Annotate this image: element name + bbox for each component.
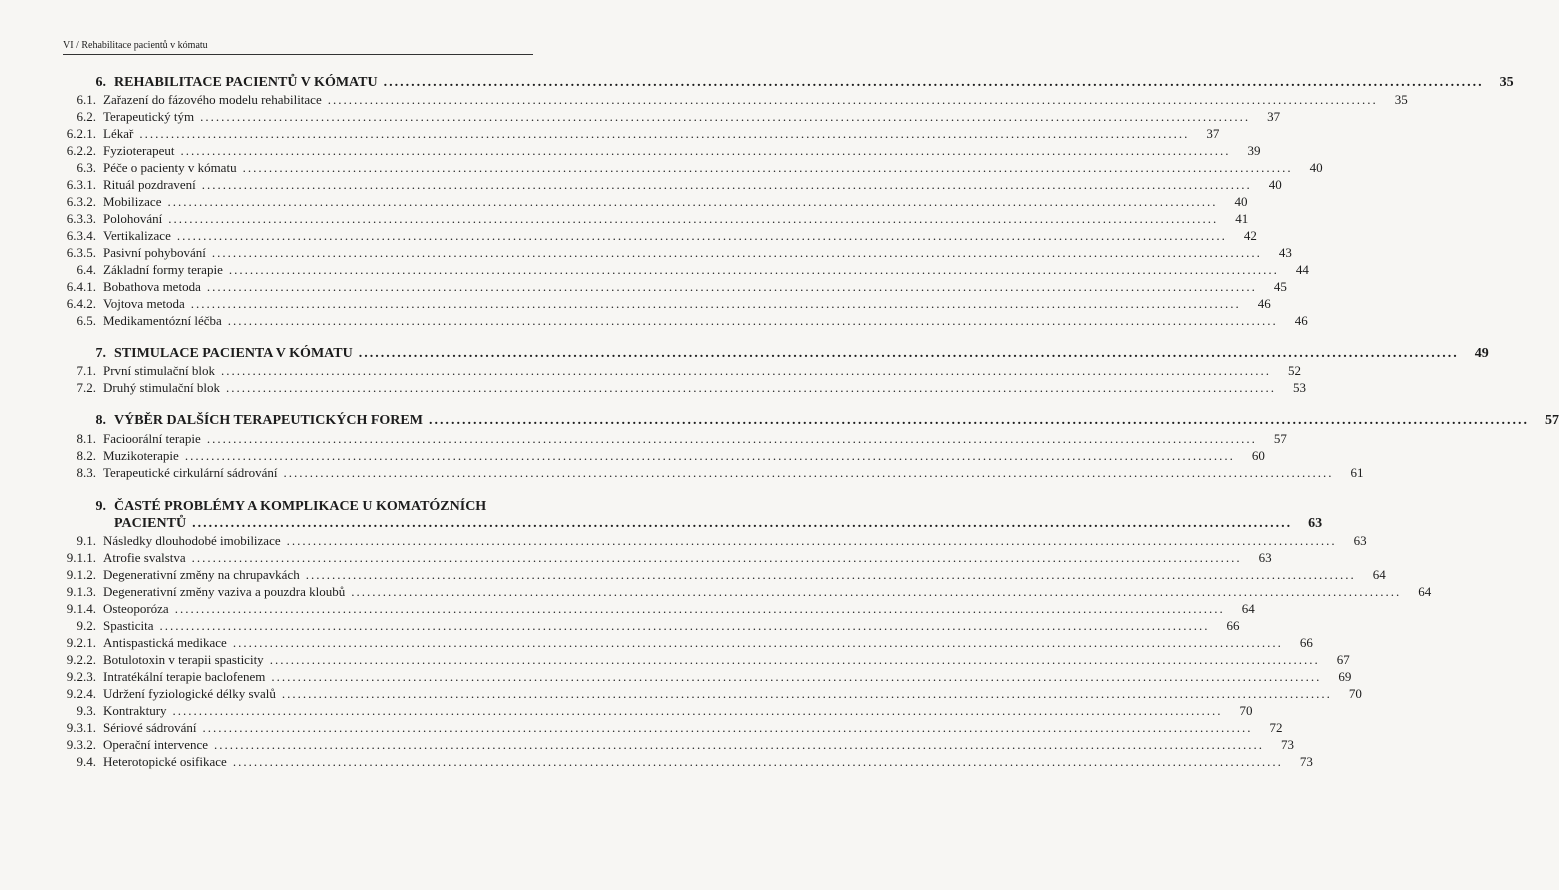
toc-title: Osteoporóza [103, 601, 169, 616]
toc-number: 6.4.1. [66, 279, 96, 294]
toc-row [0, 159, 1323, 176]
toc-page-number: 37 [1267, 109, 1281, 124]
toc-row [0, 736, 1295, 753]
toc-page-number: 67 [1336, 652, 1350, 667]
toc-page-number: 45 [1273, 279, 1287, 294]
toc-page-number: 46 [1257, 296, 1271, 311]
toc-number: 6.3.5. [66, 245, 96, 260]
toc-number: 6.3.3. [66, 211, 96, 226]
toc-title: Terapeutický tým [103, 109, 195, 124]
toc-chapter-row [0, 498, 600, 515]
toc-number: 8.1. [76, 431, 96, 446]
toc-row [0, 430, 1287, 447]
toc-title: Vertikalizace [103, 228, 171, 243]
toc-row [0, 549, 1272, 566]
toc-title: VÝBĚR DALŠÍCH TERAPEUTICKÝCH FOREM [114, 413, 423, 428]
toc-title: Sériové sádrování [103, 720, 197, 735]
toc-page-number: 63 [1258, 550, 1272, 565]
toc-leader-dots: ........................................................................................................................................................................................................ [271, 669, 1322, 684]
toc-row [0, 566, 1386, 583]
toc-leader-dots: ........................................................................................................................................................................................................ [202, 720, 1253, 735]
toc-page-number: 57 [1273, 431, 1287, 446]
toc-number: 6.1. [76, 92, 96, 107]
toc-number: 9.2.3. [66, 669, 96, 684]
toc-title: Facioorální terapie [103, 431, 201, 446]
toc-page-number: 40 [1234, 194, 1248, 209]
toc-row [0, 753, 1313, 770]
toc-row [0, 447, 1265, 464]
toc-page-number: 60 [1251, 448, 1265, 463]
toc-chapter-row [0, 345, 1489, 362]
toc-title: Muzikoterapie [103, 448, 179, 463]
toc-row [0, 583, 1432, 600]
toc-leader-dots: ........................................................................................................................................................................................................ [192, 516, 1293, 531]
toc-number: 9.2.4. [66, 686, 96, 701]
toc-row [0, 244, 1292, 261]
toc-row [0, 362, 1301, 379]
toc-number: 9.2.2. [66, 652, 96, 667]
toc-number: 6. [95, 75, 106, 90]
toc-page-number: 35 [1394, 92, 1408, 107]
toc-leader-dots: ........................................................................................................................................................................................................ [168, 211, 1219, 226]
toc-number: 7.2. [76, 380, 96, 395]
toc-row [0, 532, 1367, 549]
toc-leader-dots: ........................................................................................................................................................................................................ [139, 126, 1190, 141]
toc-leader-dots: ........................................................................................................................................................................................................ [232, 635, 1283, 650]
toc-page-number: 39 [1247, 143, 1261, 158]
toc-number: 9.1. [76, 533, 96, 548]
toc-number: 9.1.4. [66, 601, 96, 616]
toc-number: 6.3.1. [66, 177, 96, 192]
toc-title: Pasivní pohybování [103, 245, 206, 260]
toc-page-number: 73 [1299, 754, 1313, 769]
toc-chapter-row [0, 74, 1514, 91]
toc-leader-dots: ........................................................................................................................................................................................................ [358, 346, 1459, 361]
toc-number: 6.2.2. [66, 143, 96, 158]
toc-title: Operační intervence [103, 737, 209, 752]
toc-title: PACIENTŮ [114, 516, 187, 531]
toc-leader-dots: ........................................................................................................................................................................................................ [191, 550, 1242, 565]
toc-leader-dots: ........................................................................................................................................................................................................ [214, 737, 1265, 752]
toc-row [0, 91, 1408, 108]
toc-title: Degenerativní změny vaziva a pouzdra kloubů [103, 584, 346, 599]
toc-title: Bobathova metoda [103, 279, 201, 294]
toc-row [0, 193, 1248, 210]
toc-title: Intratékální terapie baclofenem [103, 669, 266, 684]
toc-row [0, 634, 1313, 651]
toc-page-number: 61 [1350, 465, 1364, 480]
toc-page-number: 42 [1243, 228, 1257, 243]
toc-row [0, 685, 1362, 702]
toc-number: 8. [95, 413, 106, 428]
toc-title: Polohování [103, 211, 163, 226]
toc-page-number: 40 [1309, 160, 1323, 175]
toc-page-number: 49 [1474, 346, 1489, 361]
toc-leader-dots: ........................................................................................................................................................................................................ [269, 652, 1320, 667]
toc-row [0, 617, 1240, 634]
toc-leader-dots: ........................................................................................................................................................................................................ [206, 431, 1257, 446]
toc-number: 9.2.1. [66, 635, 96, 650]
toc-number: 9.1.1. [66, 550, 96, 565]
toc-number: 6.3. [76, 160, 96, 175]
toc-leader-dots: ........................................................................................................................................................................................................ [211, 245, 1262, 260]
toc-leader-dots: ........................................................................................................................................................................................................ [201, 177, 1252, 192]
toc-number: 6.5. [76, 313, 96, 328]
toc-number: 6.2.1. [66, 126, 96, 141]
toc-row [0, 651, 1350, 668]
toc-chapter-row [0, 515, 1323, 532]
toc-number: 6.3.4. [66, 228, 96, 243]
toc-number: 8.2. [76, 448, 96, 463]
toc-title: Antispastická medikace [103, 635, 227, 650]
toc-title: Medikamentózní léčba [103, 313, 222, 328]
toc-page-number: 64 [1418, 584, 1432, 599]
toc-title: Terapeutické cirkulární sádrování [103, 465, 278, 480]
toc-leader-dots: ........................................................................................................................................................................................................ [428, 413, 1529, 428]
toc-title: Mobilizace [103, 194, 162, 209]
toc-title: První stimulační blok [103, 363, 215, 378]
toc-row [0, 125, 1220, 142]
toc-page-number: 66 [1299, 635, 1313, 650]
toc-leader-dots: ........................................................................................................................................................................................................ [180, 143, 1231, 158]
toc-leader-dots: ........................................................................................................................................................................................................ [206, 279, 1257, 294]
toc-leader-dots: ........................................................................................................................................................................................................ [351, 584, 1402, 599]
toc-title: Botulotoxin v terapii spasticity [103, 652, 264, 667]
toc-page-number: 44 [1295, 262, 1309, 277]
toc-number: 9.4. [76, 754, 96, 769]
toc-title: Rituál pozdravení [103, 177, 196, 192]
toc-number: 9.3.2. [66, 737, 96, 752]
toc-page-number: 43 [1278, 245, 1292, 260]
toc-number: 6.4. [76, 262, 96, 277]
toc-leader-dots: ........................................................................................................................................................................................................ [174, 601, 1225, 616]
toc-row [0, 668, 1352, 685]
toc-leader-dots: ........................................................................................................................................................................................................ [176, 228, 1227, 243]
toc-row [0, 278, 1287, 295]
toc-leader-dots: ........................................................................................................................................................................................................ [281, 686, 1332, 701]
toc-page-number: 53 [1293, 380, 1306, 395]
toc-number: 7. [95, 346, 106, 361]
toc-title: Lékař [103, 126, 134, 141]
toc-title: REHABILITACE PACIENTŮ V KÓMATU [114, 75, 378, 90]
toc-title: Spasticita [103, 618, 154, 633]
toc-page-number: 40 [1268, 177, 1282, 192]
toc-number: 6.3.2. [66, 194, 96, 209]
toc-row [0, 176, 1282, 193]
toc-number: 7.1. [76, 363, 96, 378]
toc-title: Degenerativní změny na chrupavkách [103, 567, 300, 582]
toc-page-number: 41 [1235, 211, 1249, 226]
toc-leader-dots: ........................................................................................................................................................................................................ [220, 363, 1271, 378]
toc-page-number: 35 [1499, 75, 1514, 90]
toc-leader-dots: ........................................................................................................................................................................................................ [226, 380, 1276, 395]
toc-row [0, 464, 1364, 481]
toc-page-number: 70 [1239, 703, 1253, 718]
toc-title: Druhý stimulační blok [103, 380, 220, 395]
toc-leader-dots: ........................................................................................................................................................................................................ [184, 448, 1235, 463]
toc-page-number: 63 [1353, 533, 1367, 548]
toc-leader-dots: ........................................................................................................................................................................................................ [232, 754, 1283, 769]
toc-leader-dots: ........................................................................................................................................................................................................ [383, 75, 1484, 90]
toc-row [0, 210, 1249, 227]
toc-page-number: 64 [1372, 567, 1386, 582]
toc-title: Následky dlouhodobé imobilizace [103, 533, 281, 548]
toc-title: Fyzioterapeut [103, 143, 175, 158]
toc-number: 9.3. [76, 703, 96, 718]
toc-leader-dots: ........................................................................................................................................................................................................ [159, 618, 1210, 633]
toc-title: Základní formy terapie [103, 262, 223, 277]
toc-row [0, 600, 1255, 617]
toc-title: Péče o pacienty v kómatu [103, 160, 237, 175]
toc-number: 9.3.1. [66, 720, 96, 735]
toc-leader-dots: ........................................................................................................................................................................................................ [190, 296, 1241, 311]
toc-page-number: 73 [1281, 737, 1295, 752]
toc-title: STIMULACE PACIENTA V KÓMATU [114, 346, 353, 361]
toc-row [0, 312, 1308, 329]
toc-page-number: 72 [1269, 720, 1283, 735]
toc-title: Udržení fyziologické délky svalů [103, 686, 276, 701]
toc-row [0, 227, 1257, 244]
toc-page-number: 46 [1294, 313, 1308, 328]
toc-page-number: 70 [1348, 686, 1362, 701]
toc-leader-dots: ........................................................................................................................................................................................................ [200, 109, 1251, 124]
toc-page-number: 66 [1226, 618, 1240, 633]
toc-leader-dots: ........................................................................................................................................................................................................ [242, 160, 1293, 175]
toc-row [0, 142, 1261, 159]
toc-leader-dots: ........................................................................................................................................................................................................ [228, 262, 1279, 277]
running-header: VI / Rehabilitace pacientů v kómatu [63, 40, 208, 51]
toc-page-number: 37 [1206, 126, 1220, 141]
toc-leader-dots: ........................................................................................................................................................................................................ [227, 313, 1278, 328]
toc-title: ČASTÉ PROBLÉMY A KOMPLIKACE U KOMATÓZNÍCH [114, 499, 487, 514]
toc-row [0, 719, 1283, 736]
toc-row [0, 108, 1281, 125]
toc-title: Kontraktury [103, 703, 167, 718]
toc-leader-dots: ........................................................................................................................................................................................................ [167, 194, 1218, 209]
toc-leader-dots: ........................................................................................................................................................................................................ [283, 465, 1334, 480]
toc-number: 9.1.2. [66, 567, 96, 582]
toc-number: 9.2. [76, 618, 96, 633]
toc-leader-dots: ........................................................................................................................................................................................................ [305, 567, 1356, 582]
toc-number: 6.2. [76, 109, 96, 124]
toc-number: 9. [95, 499, 106, 514]
toc-page-number: 57 [1544, 413, 1559, 428]
toc-page-number: 52 [1287, 363, 1301, 378]
toc-leader-dots: ........................................................................................................................................................................................................ [327, 92, 1378, 107]
toc-title: Zařazení do fázového modelu rehabilitace [103, 92, 322, 107]
toc-title: Heterotopické osifikace [103, 754, 227, 769]
toc-page-number: 63 [1308, 516, 1323, 531]
toc-row [0, 261, 1309, 278]
toc-row [0, 295, 1271, 312]
toc-row [0, 379, 1306, 396]
toc-page-number: 64 [1241, 601, 1255, 616]
toc-leader-dots: ........................................................................................................................................................................................................ [286, 533, 1337, 548]
toc-chapter-row [0, 412, 1559, 429]
toc-number: 9.1.3. [66, 584, 96, 599]
toc-title: Atrofie svalstva [103, 550, 186, 565]
toc-number: 8.3. [76, 465, 96, 480]
toc-row [0, 702, 1253, 719]
toc-number: 6.4.2. [66, 296, 96, 311]
toc-title: Vojtova metoda [103, 296, 185, 311]
toc-leader-dots: ........................................................................................................................................................................................................ [172, 703, 1223, 718]
toc-page-number: 69 [1338, 669, 1352, 684]
